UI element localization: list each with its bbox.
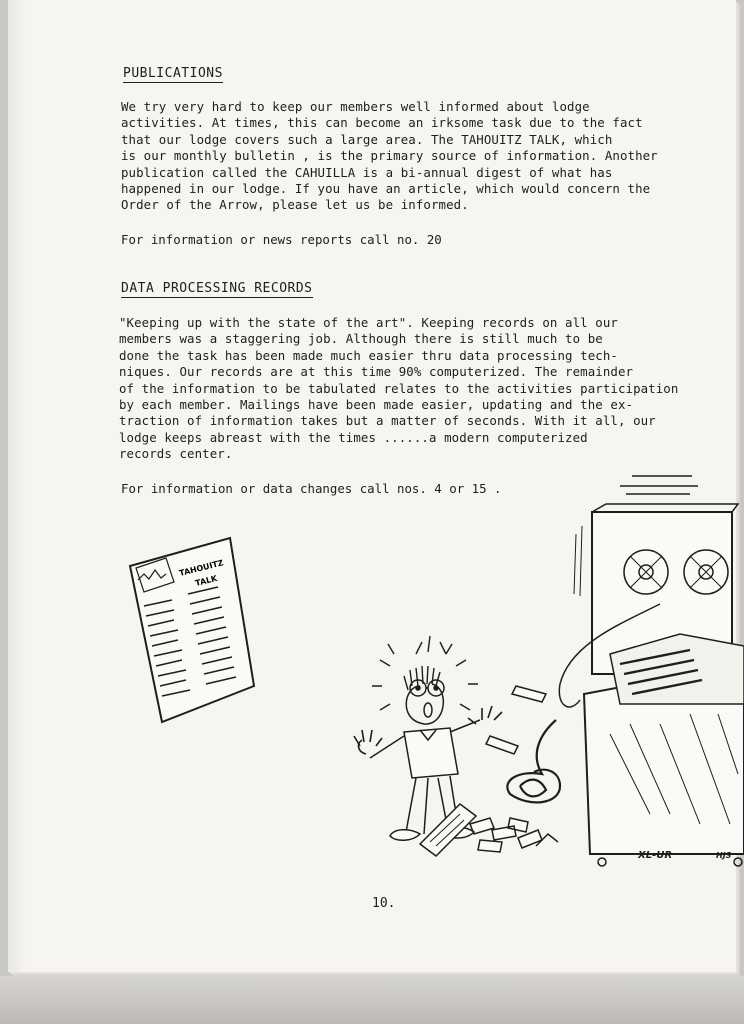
- computer-cartoon-illustration: [320, 474, 744, 874]
- newsletter-illustration: [122, 536, 272, 726]
- scan-background-strip: [0, 976, 744, 1024]
- machine-label: XL-UR: [638, 850, 673, 861]
- publications-paragraph: We try very hard to keep our members well informed about lodge activities. At times, this can become an irksome task due to the fact that our lodge covers such a large area. The TAHOUITZ TALK, which is our monthly bulletin , is the primary source of information. Another publication called the CAHUILLA is a bi-annual digest of what has happened in our lodge. If you have an article, which would concern the Order of the Arrow, please let us be informed.: [121, 99, 658, 213]
- page-edge-shadow: [8, 0, 26, 972]
- newsletter-title-line2: TALK: [194, 573, 219, 588]
- data-processing-contact: For information or data changes call nos. 4 or 15 .: [121, 481, 502, 496]
- page-number: 10.: [372, 896, 396, 911]
- data-processing-paragraph: "Keeping up with the state of the art". Keeping records on all our members was a staggering job. Although there is still much to be done the task has been made much easier thru data processing tech- niques. Our records are at this time 90% computerized. The remainder of the information to be tabulated relates to the activities participation by each member. Mailings have been made easier, updating and the ex- traction of information takes but a matter of seconds. With it all, our lodge keeps abreast with the times ......a modern computerized records center.: [119, 315, 679, 462]
- newsletter-title-line1: TAHOUITZ: [178, 558, 225, 578]
- artist-initials: HJS: [716, 851, 732, 860]
- publications-contact: For information or news reports call no. 20: [121, 232, 442, 247]
- publications-heading: PUBLICATIONS: [123, 66, 223, 81]
- data-processing-heading: DATA PROCESSING RECORDS: [121, 281, 313, 296]
